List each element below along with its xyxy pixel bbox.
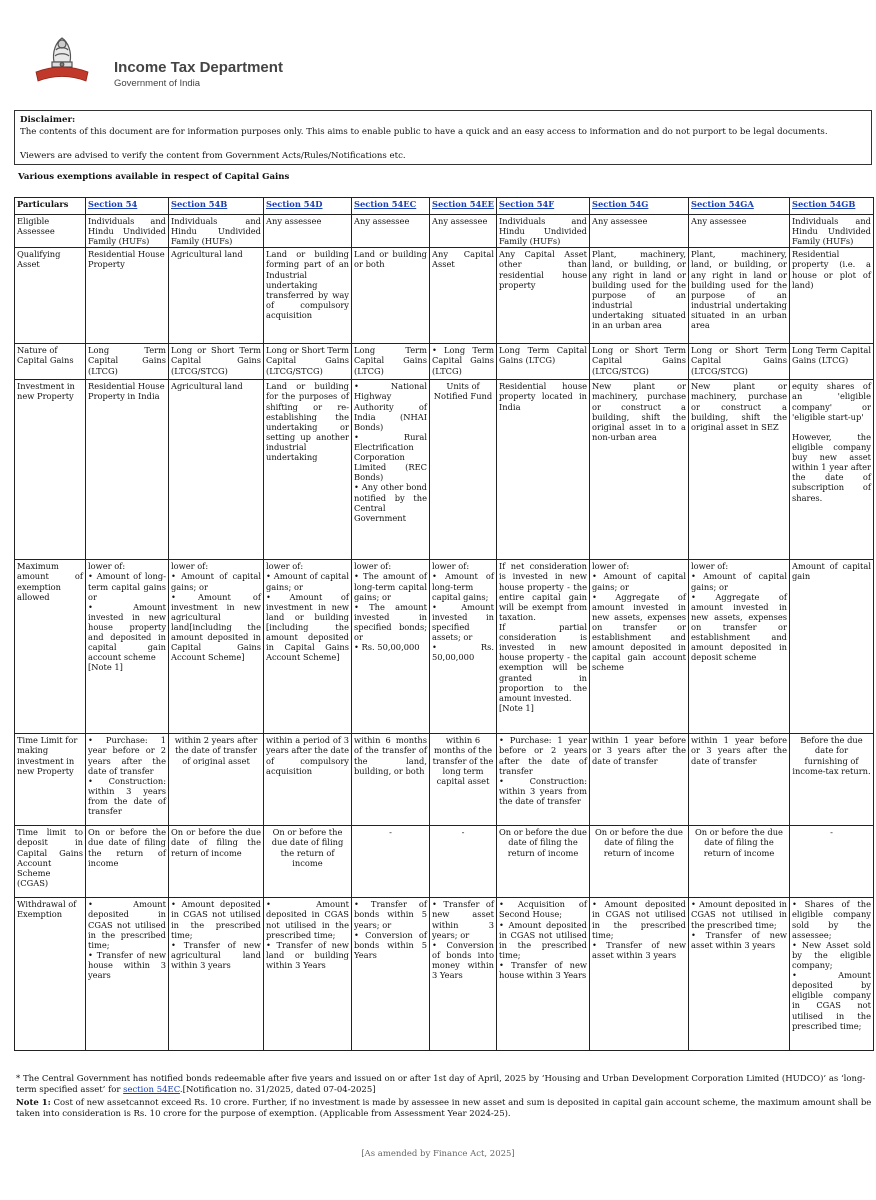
section-54b-link[interactable]: Section 54B <box>171 199 228 209</box>
table-cell: Plant, machinery, land, or building, or any right in land or building used for the purpose of an industrial undertaking situated in an urban area <box>590 248 689 344</box>
page-header <box>14 28 314 98</box>
table-cell: lower of: • Amount of capital gains; or • Aggregate of amount invested in new assets, expenses on transfer or establishment and amount deposited in deposit scheme <box>689 560 790 734</box>
table-row-eligible-assessee <box>15 215 874 248</box>
table-cell: On or before the due date of filing the return of income <box>497 826 590 898</box>
table-cell: lower of: • Amount of capital gains; or • Amount of investment in new agricultural land[including the amount deposited in Capital Gains Account Scheme] <box>169 560 264 734</box>
table-row-time-limit-investment <box>15 734 874 826</box>
row-label: Withdrawal of Exemption <box>15 898 86 1051</box>
table-cell: Long or Short Term Capital Gains (LTCG/STCG) <box>169 344 264 380</box>
row-label: Investment in new Property <box>15 380 86 560</box>
table-row-qualifying-asset <box>15 248 874 344</box>
table-row-nature-of-gains <box>15 344 874 380</box>
national-emblem-logo <box>34 28 90 90</box>
table-cell: • Amount deposited in CGAS not utilised in the prescribed time; • Transfer of new land or building within 3 Years <box>264 898 352 1051</box>
note-1-text: Cost of new assetcannot exceed Rs. 10 crore. Further, if no investment is made by assessee in new asset and sum is deposited in capital gain account scheme, the maximum amount shall be taken into consideration is Rs. 10 crore for the purpose of exemption. (Applicable from Assessment Year 2024-25). <box>16 1098 872 1120</box>
table-cell: within 2 years after the date of transfer of original asset <box>169 734 264 826</box>
table-cell: • Amount deposited in CGAS not utilised in the prescribed time; • Transfer of new asset within 3 years <box>689 898 790 1051</box>
table-cell: • Amount deposited in CGAS not utilised in the prescribed time; • Transfer of new house within 3 years <box>86 898 169 1051</box>
table-cell: Residential house property located in India <box>497 380 590 560</box>
table-cell: On or before the due date of filing the return of income <box>689 826 790 898</box>
table-cell: - <box>352 826 430 898</box>
table-cell: Any assessee <box>352 215 430 248</box>
table-cell: Long Term Capital Gains (LTCG) <box>352 344 430 380</box>
table-cell: Units of Notified Fund <box>430 380 497 560</box>
table-cell: lower of: • The amount of long-term capital gains; or • The amount invested in specified bonds; or • Rs. 50,00,000 <box>352 560 430 734</box>
table-cell: Individuals and Hindu Undivided Family (HUFs) <box>86 215 169 248</box>
table-cell: Long Term Capital Gains (LTCG) <box>86 344 169 380</box>
table-cell: Any Capital Asset <box>430 248 497 344</box>
footnote-hudco-text: * The Central Government has notified bonds redeemable after five years and issued on or after 1st day of April, 2025 by ‘Housing and Urban Development Corporation Limited (HUDCO)’ as ‘long-term specified asset’ for <box>16 1074 866 1096</box>
table-cell: Agricultural land <box>169 380 264 560</box>
table-cell: within 6 months of the transfer of the long term capital asset <box>430 734 497 826</box>
table-cell: Residential property (i.e. a house or plot of land) <box>790 248 874 344</box>
table-cell: On or before the due date of filing the return of income <box>169 826 264 898</box>
table-cell: • Amount deposited in CGAS not utilised in the prescribed time; • Transfer of new agricultural land within 3 years <box>169 898 264 1051</box>
table-cell: Plant, machinery, land, or building, or any right in land or building used for the purpose of an industrial undertaking situated in an urban area <box>689 248 790 344</box>
note-1-label: Note 1: <box>16 1098 51 1109</box>
disclaimer-box <box>14 110 872 165</box>
table-heading: Various exemptions available in respect of Capital Gains <box>18 172 290 182</box>
capital-gains-exemptions-table <box>14 197 874 1051</box>
table-cell: lower of: • Amount of long-term capital gains; • Amount invested in specified assets; or • Rs. 50,00,000 <box>430 560 497 734</box>
table-cell: Any Capital Asset other than residential house property <box>497 248 590 344</box>
footnote-note-1 <box>16 1098 872 1120</box>
table-cell: within 1 year before or 3 years after the date of transfer <box>689 734 790 826</box>
section-54d-link[interactable]: Section 54D <box>266 199 323 209</box>
table-cell: within a period of 3 years after the date of compulsory acquisition <box>264 734 352 826</box>
table-cell: • National Highway Authority of India (NHAI Bonds) • Rural Electrification Corporation Limited (REC Bonds) • Any other bond notified by the Central Government <box>352 380 430 560</box>
row-label: Nature of Capital Gains <box>15 344 86 380</box>
table-cell: • Purchase: 1 year before or 2 years after the date of transfer • Construction: within 3 years from the date of transfer <box>86 734 169 826</box>
table-cell: equity shares of an 'eligible company' or 'eligible start-up' However, the eligible company buy new asset within 1 year after the date of subscription of shares. <box>790 380 874 560</box>
table-cell: lower of: • Amount of capital gains; or • Aggregate of amount invested in new assets, expenses on transfer or establishment and amount deposited in capital gain account scheme <box>590 560 689 734</box>
disclaimer-line-2: Viewers are advised to verify the content from Government Acts/Rules/Notifications etc. <box>20 150 406 161</box>
table-cell: Amount of capital gain <box>790 560 874 734</box>
row-label: Qualifying Asset <box>15 248 86 344</box>
section-54ee-link[interactable]: Section 54EE <box>432 199 494 209</box>
table-cell: Long Term Capital Gains (LTCG) <box>497 344 590 380</box>
table-cell: Residential House Property <box>86 248 169 344</box>
table-cell: Long or Short Term Capital Gains (LTCG/STCG) <box>264 344 352 380</box>
section-54ec-link[interactable]: Section 54EC <box>354 199 417 209</box>
table-header-row <box>15 198 874 215</box>
table-cell: • Transfer of new asset within 3 years; or • Conversion of bonds into money within 3 Years <box>430 898 497 1051</box>
table-cell: within 1 year before or 3 years after the date of transfer <box>590 734 689 826</box>
table-cell: On or before the due date of filing the return of income <box>264 826 352 898</box>
section-54-link[interactable]: Section 54 <box>88 199 138 209</box>
header-particulars: Particulars <box>15 198 86 215</box>
table-cell: - <box>430 826 497 898</box>
table-cell: • Transfer of bonds within 5 years; or • Conversion of bonds within 5 Years <box>352 898 430 1051</box>
footnote-hudco-tail: .[Notification no. 31/2025, dated 07-04-2025] <box>179 1085 376 1096</box>
table-cell: On or before the due date of filing the return of income <box>86 826 169 898</box>
table-cell: Any assessee <box>590 215 689 248</box>
table-row-withdrawal <box>15 898 874 1051</box>
disclaimer-title: Disclaimer: <box>20 115 76 125</box>
row-label: Time Limit for making investment in new Property <box>15 734 86 826</box>
table-cell: Individuals and Hindu Undivided Family (HUFs) <box>497 215 590 248</box>
table-cell: • Amount deposited in CGAS not utilised in the prescribed time; • Transfer of new asset within 3 years <box>590 898 689 1051</box>
table-cell: Land or building or both <box>352 248 430 344</box>
table-cell: Agricultural land <box>169 248 264 344</box>
table-cell: lower of: • Amount of capital gains; or • Amount of investment in new land or building [including the amount deposited in Capital Gains Account Scheme] <box>264 560 352 734</box>
table-cell: Long or Short Term Capital Gains (LTCG/STCG) <box>590 344 689 380</box>
section-54ec-footnote-link[interactable]: section 54EC <box>123 1085 180 1096</box>
amended-note: [As amended by Finance Act, 2025] <box>361 1149 515 1159</box>
row-label: Eligible Assessee <box>15 215 86 248</box>
section-54f-link[interactable]: Section 54F <box>499 199 555 209</box>
disclaimer-line-1: The contents of this document are for information purposes only. This aims to enable public to have a quick and an easy access to information and do not purport to be legal documents. <box>20 127 828 138</box>
row-label: Maximum amount of exemption allowed <box>15 560 86 734</box>
table-row-investment-in-new-property <box>15 380 874 560</box>
table-cell: Long Term Capital Gains (LTCG) <box>790 344 874 380</box>
table-cell: Any assessee <box>689 215 790 248</box>
section-54g-link[interactable]: Section 54G <box>592 199 649 209</box>
footnotes <box>16 1074 872 1122</box>
table-cell: On or before the due date of filing the return of income <box>590 826 689 898</box>
table-cell: Individuals and Hindu Undivided Family (HUFs) <box>790 215 874 248</box>
table-cell: New plant or machinery, purchase or construct a building, shift the original asset in to a non-urban area <box>590 380 689 560</box>
table-cell: lower of: • Amount of long-term capital gains or • Amount invested in new house property and deposited in capital gain account scheme [Note 1] <box>86 560 169 734</box>
table-cell: Any assessee <box>430 215 497 248</box>
table-cell: Long or Short Term Capital Gains (LTCG/STCG) <box>689 344 790 380</box>
table-cell: Residential House Property in India <box>86 380 169 560</box>
table-row-time-limit-cgas <box>15 826 874 898</box>
section-54ga-link[interactable]: Section 54GA <box>691 199 754 209</box>
row-label: Time limit to deposit in Capital Gains Account Scheme (CGAS) <box>15 826 86 898</box>
table-cell: within 6 months of the transfer of the land, building, or both <box>352 734 430 826</box>
table-cell: Before the due date for furnishing of income-tax return. <box>790 734 874 826</box>
table-cell: Any assessee <box>264 215 352 248</box>
table-cell: Land or building for the purposes of shifting or re-establishing the undertaking or setting up another industrial undertaking <box>264 380 352 560</box>
table-cell: New plant or machinery, purchase or construct a building, shift the original asset in SEZ <box>689 380 790 560</box>
table-cell: • Shares of the eligible company sold by the assessee; • New Asset sold by the eligible company; • Amount deposited by eligible company in CGAS not utilised in the prescribed time; <box>790 898 874 1051</box>
department-name: Income Tax Department <box>114 59 283 76</box>
table-cell: • Long Term Capital Gains (LTCG) <box>430 344 497 380</box>
table-cell: • Purchase: 1 year before or 2 years after the date of transfer • Construction: within 3 years from the date of transfer <box>497 734 590 826</box>
government-name: Government of India <box>114 78 201 89</box>
table-cell: Land or building forming part of an Industrial undertaking transferred by way of compulsory acquisition <box>264 248 352 344</box>
footnote-hudco <box>16 1074 872 1096</box>
section-54gb-link[interactable]: Section 54GB <box>792 199 856 209</box>
table-row-maximum-exemption <box>15 560 874 734</box>
table-cell: - <box>790 826 874 898</box>
table-cell: If net consideration is invested in new house property - the entire capital gain will be exempt from taxation. If partial consideration is invested in new house property - the exemption will be granted in proportion to the amount invested. [Note 1] <box>497 560 590 734</box>
table-cell: Individuals and Hindu Undivided Family (HUFs) <box>169 215 264 248</box>
table-cell: • Acquisition of Second House; • Amount deposited in CGAS not utilised in the prescribed time; • Transfer of new house within 3 Years <box>497 898 590 1051</box>
